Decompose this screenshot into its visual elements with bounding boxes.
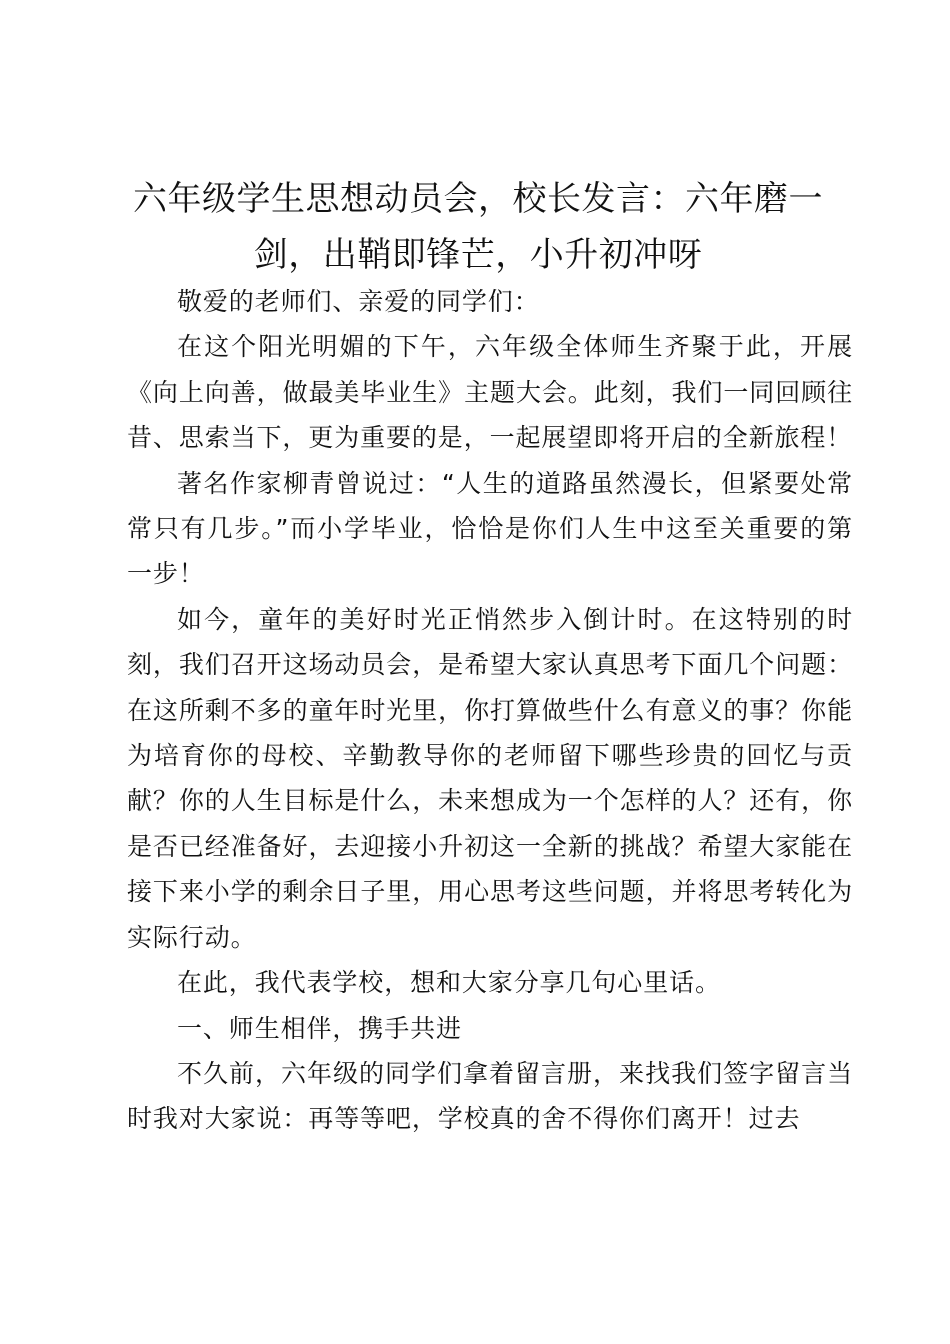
salutation: 敬爱的老师们、亲爱的同学们： [177,287,540,316]
paragraph-3: 如今，童年的美好时光正悄然步入倒计时。在这特别的时刻，我们召开这场动员会，是希望大家认真思考下面几个问题：在这所剩不多的童年时光里，你打算做些什么有意义的事？你能为培育你的母校、辛勤教导你的老师留下哪些珍贵的回忆与贡献？你的人生目标是什么，未来想成为一个怎样的人？还有，你是否已经准备好，去迎接小升初这一全新的挑战？希望大家能在接下来小学的剩余日子里，用心思考这些问题，并将思考转化为实际行动。 [127,604,853,952]
section-heading: 一、师生相伴，携手共进 [177,1013,462,1043]
paragraph-2: 著名作家柳青曾说过：“人生的道路虽然漫长，但紧要处常常只有几步。”而小学毕业，恰恰是你们人生中这至关重要的第一步！ [127,468,853,589]
document-body [127,279,853,1142]
section-paragraph: 不久前，六年级的同学们拿着留言册，来找我们签字留言当时我对大家说：再等等吧，学校真的舍不得你们离开！过去 [127,1058,853,1134]
document-title: 六年级学生思想动员会，校长发言：六年磨一剑，出鞘即锋芒，小升初冲呀 [133,179,823,275]
paragraph-1: 在这个阳光明媚的下午，六年级全体师生齐聚于此，开展《向上向善，做最美毕业生》主题大会。此刻，我们一同回顾往昔、思索当下，更为重要的是，一起展望即将开启的全新旅程！ [127,332,853,453]
paragraph-4: 在此，我代表学校，想和大家分享几句心里话。 [177,968,721,998]
